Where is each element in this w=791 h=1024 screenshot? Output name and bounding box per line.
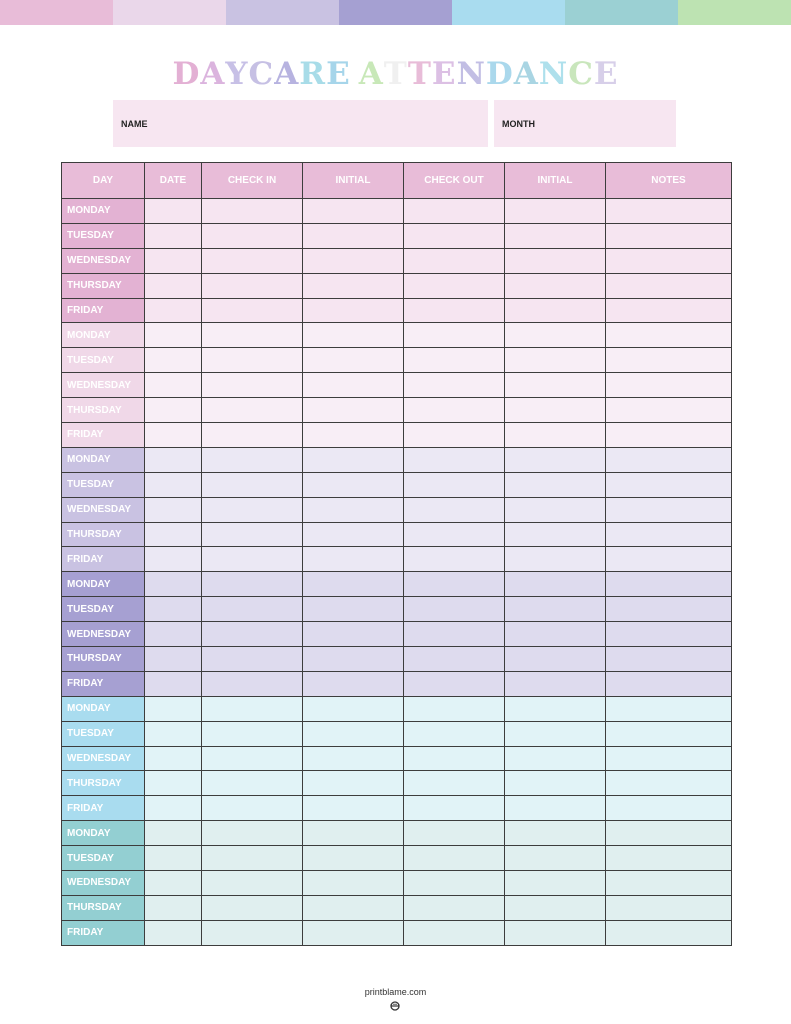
check-out-cell[interactable] <box>404 647 505 672</box>
day-label: TUESDAY <box>62 348 145 373</box>
initial-out-cell[interactable] <box>505 895 606 920</box>
initial-in-cell[interactable] <box>303 895 404 920</box>
table-row <box>62 223 732 248</box>
date-cell[interactable] <box>145 846 202 871</box>
attendance-table <box>61 162 732 946</box>
day-label: THURSDAY <box>62 273 145 298</box>
initial-out-cell[interactable] <box>505 721 606 746</box>
notes-cell[interactable] <box>606 696 732 721</box>
date-cell[interactable] <box>145 771 202 796</box>
initial-out-cell[interactable] <box>505 497 606 522</box>
top-color-stripe <box>0 0 791 25</box>
table-row <box>62 522 732 547</box>
date-cell[interactable] <box>145 472 202 497</box>
date-cell[interactable] <box>145 447 202 472</box>
check-in-cell[interactable] <box>202 895 303 920</box>
check-out-cell[interactable] <box>404 447 505 472</box>
date-cell[interactable] <box>145 248 202 273</box>
check-out-cell[interactable] <box>404 920 505 945</box>
check-in-cell[interactable] <box>202 447 303 472</box>
date-cell[interactable] <box>145 298 202 323</box>
day-label: MONDAY <box>62 323 145 348</box>
day-label: THURSDAY <box>62 895 145 920</box>
date-cell[interactable] <box>145 895 202 920</box>
check-in-cell[interactable] <box>202 671 303 696</box>
month-label: MONTH <box>502 118 535 129</box>
table-row <box>62 821 732 846</box>
attendance-body <box>62 199 732 946</box>
initial-out-cell[interactable] <box>505 373 606 398</box>
date-cell[interactable] <box>145 348 202 373</box>
day-label: MONDAY <box>62 696 145 721</box>
initial-out-cell[interactable] <box>505 746 606 771</box>
initial-out-cell[interactable] <box>505 199 606 224</box>
table-row <box>62 323 732 348</box>
check-in-cell[interactable] <box>202 920 303 945</box>
day-label: MONDAY <box>62 821 145 846</box>
initial-out-cell[interactable] <box>505 398 606 423</box>
notes-cell[interactable] <box>606 223 732 248</box>
check-out-cell[interactable] <box>404 398 505 423</box>
initial-in-cell[interactable] <box>303 323 404 348</box>
table-row <box>62 398 732 423</box>
check-in-cell[interactable] <box>202 223 303 248</box>
header-day: DAY <box>62 163 145 199</box>
notes-cell[interactable] <box>606 622 732 647</box>
stripe-segment <box>226 0 339 25</box>
notes-cell[interactable] <box>606 199 732 224</box>
initial-in-cell[interactable] <box>303 472 404 497</box>
notes-cell[interactable] <box>606 373 732 398</box>
check-out-cell[interactable] <box>404 871 505 896</box>
day-label: THURSDAY <box>62 647 145 672</box>
table-row <box>62 846 732 871</box>
table-row <box>62 497 732 522</box>
day-label: FRIDAY <box>62 298 145 323</box>
check-in-cell[interactable] <box>202 846 303 871</box>
table-row <box>62 273 732 298</box>
initial-out-cell[interactable] <box>505 597 606 622</box>
notes-cell[interactable] <box>606 273 732 298</box>
check-in-cell[interactable] <box>202 821 303 846</box>
check-out-cell[interactable] <box>404 821 505 846</box>
name-label: NAME <box>121 118 148 129</box>
check-out-cell[interactable] <box>404 622 505 647</box>
notes-cell[interactable] <box>606 298 732 323</box>
initial-out-cell[interactable] <box>505 423 606 448</box>
day-label: TUESDAY <box>62 223 145 248</box>
day-label: THURSDAY <box>62 771 145 796</box>
check-in-cell[interactable] <box>202 721 303 746</box>
table-row <box>62 771 732 796</box>
initial-out-cell[interactable] <box>505 871 606 896</box>
check-out-cell[interactable] <box>404 348 505 373</box>
notes-cell[interactable] <box>606 597 732 622</box>
check-out-cell[interactable] <box>404 373 505 398</box>
initial-out-cell[interactable] <box>505 796 606 821</box>
date-cell[interactable] <box>145 572 202 597</box>
notes-cell[interactable] <box>606 796 732 821</box>
notes-cell[interactable] <box>606 522 732 547</box>
notes-cell[interactable] <box>606 846 732 871</box>
notes-cell[interactable] <box>606 671 732 696</box>
initial-in-cell[interactable] <box>303 373 404 398</box>
initial-out-cell[interactable] <box>505 671 606 696</box>
notes-cell[interactable] <box>606 771 732 796</box>
initial-in-cell[interactable] <box>303 746 404 771</box>
day-label: FRIDAY <box>62 796 145 821</box>
check-in-cell[interactable] <box>202 348 303 373</box>
date-cell[interactable] <box>145 746 202 771</box>
name-field[interactable] <box>113 100 488 147</box>
notes-cell[interactable] <box>606 821 732 846</box>
page-title: DAYCARE ATTENDANCE <box>172 56 619 92</box>
check-out-cell[interactable] <box>404 746 505 771</box>
initial-in-cell[interactable] <box>303 796 404 821</box>
notes-cell[interactable] <box>606 895 732 920</box>
table-row <box>62 746 732 771</box>
initial-in-cell[interactable] <box>303 821 404 846</box>
stripe-segment <box>339 0 452 25</box>
check-out-cell[interactable] <box>404 298 505 323</box>
table-row <box>62 373 732 398</box>
initial-in-cell[interactable] <box>303 522 404 547</box>
table-row <box>62 647 732 672</box>
initial-in-cell[interactable] <box>303 423 404 448</box>
notes-cell[interactable] <box>606 572 732 597</box>
notes-cell[interactable] <box>606 871 732 896</box>
stripe-segment <box>565 0 678 25</box>
initial-out-cell[interactable] <box>505 647 606 672</box>
check-in-cell[interactable] <box>202 696 303 721</box>
day-label: FRIDAY <box>62 920 145 945</box>
day-label: FRIDAY <box>62 547 145 572</box>
initial-in-cell[interactable] <box>303 920 404 945</box>
table-row <box>62 920 732 945</box>
check-out-cell[interactable] <box>404 572 505 597</box>
initial-out-cell[interactable] <box>505 920 606 945</box>
check-in-cell[interactable] <box>202 622 303 647</box>
table-row <box>62 895 732 920</box>
month-field[interactable] <box>494 100 676 147</box>
initial-in-cell[interactable] <box>303 447 404 472</box>
logo-icon <box>390 1001 400 1011</box>
day-label: THURSDAY <box>62 522 145 547</box>
date-cell[interactable] <box>145 796 202 821</box>
stripe-segment <box>113 0 226 25</box>
notes-cell[interactable] <box>606 323 732 348</box>
initial-in-cell[interactable] <box>303 572 404 597</box>
day-label: MONDAY <box>62 447 145 472</box>
initial-in-cell[interactable] <box>303 671 404 696</box>
check-in-cell[interactable] <box>202 298 303 323</box>
table-row <box>62 671 732 696</box>
day-label: WEDNESDAY <box>62 248 145 273</box>
check-out-cell[interactable] <box>404 671 505 696</box>
day-label: WEDNESDAY <box>62 497 145 522</box>
table-row <box>62 472 732 497</box>
header-notes: NOTES <box>606 163 732 199</box>
notes-cell[interactable] <box>606 398 732 423</box>
initial-out-cell[interactable] <box>505 248 606 273</box>
notes-cell[interactable] <box>606 447 732 472</box>
check-out-cell[interactable] <box>404 721 505 746</box>
initial-out-cell[interactable] <box>505 298 606 323</box>
date-cell[interactable] <box>145 597 202 622</box>
table-row <box>62 572 732 597</box>
date-cell[interactable] <box>145 871 202 896</box>
check-in-cell[interactable] <box>202 746 303 771</box>
check-out-cell[interactable] <box>404 273 505 298</box>
header-check-in: CHECK IN <box>202 163 303 199</box>
stripe-segment <box>452 0 565 25</box>
check-in-cell[interactable] <box>202 547 303 572</box>
notes-cell[interactable] <box>606 721 732 746</box>
initial-in-cell[interactable] <box>303 298 404 323</box>
check-in-cell[interactable] <box>202 647 303 672</box>
footer-site: printblame.com <box>364 987 427 997</box>
header-initial-out: INITIAL <box>505 163 606 199</box>
initial-in-cell[interactable] <box>303 647 404 672</box>
check-out-cell[interactable] <box>404 696 505 721</box>
initial-in-cell[interactable] <box>303 696 404 721</box>
initial-out-cell[interactable] <box>505 696 606 721</box>
date-cell[interactable] <box>145 323 202 348</box>
date-cell[interactable] <box>145 522 202 547</box>
date-cell[interactable] <box>145 622 202 647</box>
initial-out-cell[interactable] <box>505 323 606 348</box>
table-row <box>62 696 732 721</box>
date-cell[interactable] <box>145 671 202 696</box>
day-label: FRIDAY <box>62 423 145 448</box>
header-initial-in: INITIAL <box>303 163 404 199</box>
day-label: TUESDAY <box>62 597 145 622</box>
check-in-cell[interactable] <box>202 398 303 423</box>
date-cell[interactable] <box>145 696 202 721</box>
check-in-cell[interactable] <box>202 572 303 597</box>
day-label: WEDNESDAY <box>62 622 145 647</box>
table-row <box>62 447 732 472</box>
header-date: DATE <box>145 163 202 199</box>
notes-cell[interactable] <box>606 248 732 273</box>
table-header-row <box>62 163 732 199</box>
check-in-cell[interactable] <box>202 423 303 448</box>
initial-in-cell[interactable] <box>303 547 404 572</box>
date-cell[interactable] <box>145 547 202 572</box>
day-label: TUESDAY <box>62 721 145 746</box>
table-row <box>62 248 732 273</box>
table-row <box>62 721 732 746</box>
initial-in-cell[interactable] <box>303 771 404 796</box>
initial-in-cell[interactable] <box>303 846 404 871</box>
check-out-cell[interactable] <box>404 895 505 920</box>
table-row <box>62 348 732 373</box>
initial-in-cell[interactable] <box>303 273 404 298</box>
table-row <box>62 199 732 224</box>
date-cell[interactable] <box>145 497 202 522</box>
stripe-segment <box>678 0 791 25</box>
check-out-cell[interactable] <box>404 497 505 522</box>
initial-out-cell[interactable] <box>505 223 606 248</box>
check-out-cell[interactable] <box>404 522 505 547</box>
check-in-cell[interactable] <box>202 248 303 273</box>
initial-out-cell[interactable] <box>505 821 606 846</box>
day-label: TUESDAY <box>62 472 145 497</box>
check-in-cell[interactable] <box>202 771 303 796</box>
initial-in-cell[interactable] <box>303 223 404 248</box>
notes-cell[interactable] <box>606 348 732 373</box>
check-in-cell[interactable] <box>202 273 303 298</box>
initial-in-cell[interactable] <box>303 348 404 373</box>
initial-out-cell[interactable] <box>505 771 606 796</box>
initial-in-cell[interactable] <box>303 497 404 522</box>
notes-cell[interactable] <box>606 497 732 522</box>
check-out-cell[interactable] <box>404 423 505 448</box>
initial-out-cell[interactable] <box>505 846 606 871</box>
initial-in-cell[interactable] <box>303 248 404 273</box>
check-out-cell[interactable] <box>404 248 505 273</box>
initial-out-cell[interactable] <box>505 447 606 472</box>
date-cell[interactable] <box>145 821 202 846</box>
date-cell[interactable] <box>145 920 202 945</box>
date-cell[interactable] <box>145 721 202 746</box>
table-row <box>62 597 732 622</box>
day-label: TUESDAY <box>62 846 145 871</box>
notes-cell[interactable] <box>606 423 732 448</box>
check-out-cell[interactable] <box>404 472 505 497</box>
check-out-cell[interactable] <box>404 223 505 248</box>
date-cell[interactable] <box>145 273 202 298</box>
initial-out-cell[interactable] <box>505 572 606 597</box>
initial-out-cell[interactable] <box>505 348 606 373</box>
check-in-cell[interactable] <box>202 796 303 821</box>
check-in-cell[interactable] <box>202 871 303 896</box>
check-out-cell[interactable] <box>404 796 505 821</box>
check-out-cell[interactable] <box>404 199 505 224</box>
initial-out-cell[interactable] <box>505 622 606 647</box>
initial-in-cell[interactable] <box>303 622 404 647</box>
check-out-cell[interactable] <box>404 846 505 871</box>
check-out-cell[interactable] <box>404 323 505 348</box>
table-row <box>62 423 732 448</box>
table-row <box>62 298 732 323</box>
notes-cell[interactable] <box>606 547 732 572</box>
day-label: MONDAY <box>62 572 145 597</box>
table-row <box>62 796 732 821</box>
date-cell[interactable] <box>145 373 202 398</box>
initial-in-cell[interactable] <box>303 597 404 622</box>
date-cell[interactable] <box>145 398 202 423</box>
initial-in-cell[interactable] <box>303 398 404 423</box>
initial-in-cell[interactable] <box>303 871 404 896</box>
check-in-cell[interactable] <box>202 472 303 497</box>
check-out-cell[interactable] <box>404 771 505 796</box>
initial-out-cell[interactable] <box>505 273 606 298</box>
date-cell[interactable] <box>145 647 202 672</box>
table-row <box>62 871 732 896</box>
notes-cell[interactable] <box>606 746 732 771</box>
date-cell[interactable] <box>145 223 202 248</box>
initial-out-cell[interactable] <box>505 522 606 547</box>
check-out-cell[interactable] <box>404 547 505 572</box>
notes-cell[interactable] <box>606 920 732 945</box>
check-in-cell[interactable] <box>202 323 303 348</box>
day-label: WEDNESDAY <box>62 746 145 771</box>
table-row <box>62 547 732 572</box>
check-in-cell[interactable] <box>202 373 303 398</box>
check-in-cell[interactable] <box>202 522 303 547</box>
check-in-cell[interactable] <box>202 199 303 224</box>
notes-cell[interactable] <box>606 472 732 497</box>
initial-in-cell[interactable] <box>303 199 404 224</box>
header-check-out: CHECK OUT <box>404 163 505 199</box>
stripe-segment <box>0 0 113 25</box>
day-label: THURSDAY <box>62 398 145 423</box>
initial-out-cell[interactable] <box>505 547 606 572</box>
check-in-cell[interactable] <box>202 497 303 522</box>
table-row <box>62 622 732 647</box>
day-label: FRIDAY <box>62 671 145 696</box>
date-cell[interactable] <box>145 423 202 448</box>
day-label: WEDNESDAY <box>62 373 145 398</box>
notes-cell[interactable] <box>606 647 732 672</box>
date-cell[interactable] <box>145 199 202 224</box>
day-label: WEDNESDAY <box>62 871 145 896</box>
initial-in-cell[interactable] <box>303 721 404 746</box>
check-out-cell[interactable] <box>404 597 505 622</box>
day-label: MONDAY <box>62 199 145 224</box>
initial-out-cell[interactable] <box>505 472 606 497</box>
check-in-cell[interactable] <box>202 597 303 622</box>
